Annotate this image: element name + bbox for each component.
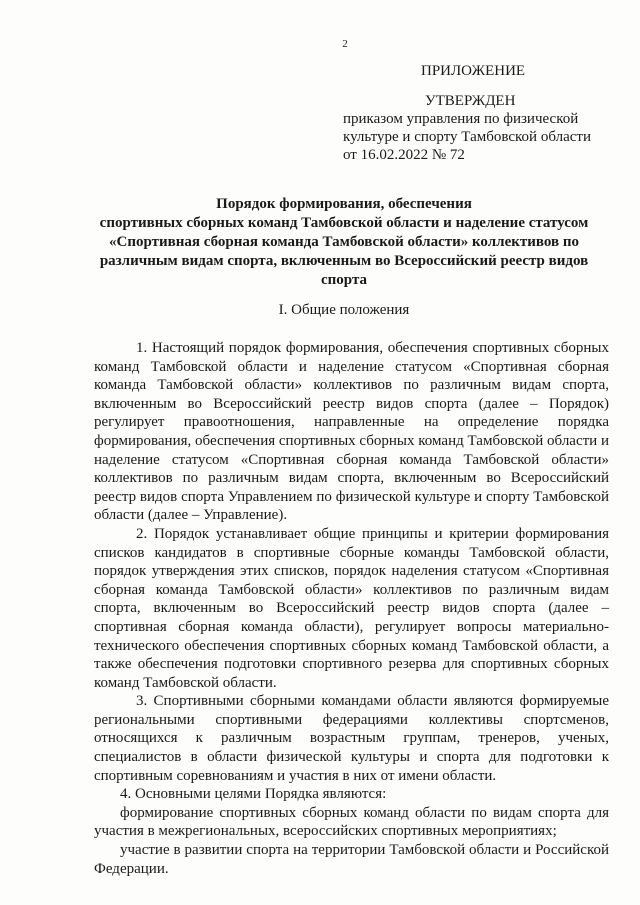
- title-line: Порядок формирования, обеспечения: [216, 196, 472, 212]
- paragraph: формирование спортивных сборных команд области по видам спорта для участия в межрегиональных, всероссийских спортивных мероприятиях;: [94, 804, 609, 840]
- paragraph: участие в развитии спорта на территории Тамбовской области и Российской Федерации.: [94, 842, 609, 877]
- title-line: «Спортивная сборная команда Тамбовской области» коллективов по: [108, 234, 579, 250]
- document-body: [94, 339, 609, 878]
- appendix-label: ПРИЛОЖЕНИЕ: [421, 63, 526, 79]
- paragraph: 1. Настоящий порядок формирования, обеспечения спортивных сборных команд Тамбовской области и наделение статусом «Спортивная сборная команда Тамбовской области» коллективов по различным видам спорта, включенным во Всероссийский реестр видов спорта (далее – Порядок) регулирует правоотношения, направленные на определение порядка формирования, обеспечения спортивных сборных команд Тамбовской области и наделение статусом «Спортивная сборная команда Тамбовской области» коллективов по различным видам спорта, включенным во Всероссийский реестр видов спорта Управлением по физической культуре и спорту Тамбовской области (далее – Управление).: [94, 340, 609, 524]
- approved-label: УТВЕРЖДЕН: [425, 93, 516, 109]
- title-line: спортивных сборных команд Тамбовской области и наделение статусом: [99, 215, 589, 231]
- approval-block: [343, 62, 603, 164]
- order-line: от 16.02.2022 № 72: [343, 147, 465, 163]
- order-line: приказом управления по физической: [343, 111, 579, 127]
- title-line: различным видам спорта, включенным во Всероссийский реестр видов: [99, 253, 589, 269]
- order-line: культуре и спорту Тамбовской области: [343, 129, 591, 145]
- title-line: спорта: [321, 272, 367, 288]
- section-heading: I. Общие положения: [278, 302, 410, 318]
- paragraph: 4. Основными целями Порядка являются:: [120, 786, 387, 803]
- document-title: [94, 195, 594, 290]
- paragraph: 2. Порядок устанавливает общие принципы и критерии формирования списков кандидатов в спортивные сборные команды Тамбовской области, порядок утверждения этих списков, порядок наделения статусом «Спортивная сборная команда Тамбовской области» коллективов по различным видам спорта, включенным во Всероссийский реестр видов спорта (далее – спортивная сборная команда области), регулирует вопросы материально-технического обеспечения спортивных сборных команд Тамбовской области, а также обеспечения подготовки спортивного резерва для спортивных сборных команд Тамбовской области.: [94, 525, 609, 691]
- page-number: 2: [342, 38, 348, 50]
- paragraph: 3. Спортивными сборными командами области являются формируемые региональными спортивными федерациями коллективы спортсменов, относящихся к различным возрастным группам, тренеров, ученых, специалистов в области физической культуры и спорта для подготовки к спортивным соревнованиям и участия в них от имени области.: [94, 693, 609, 784]
